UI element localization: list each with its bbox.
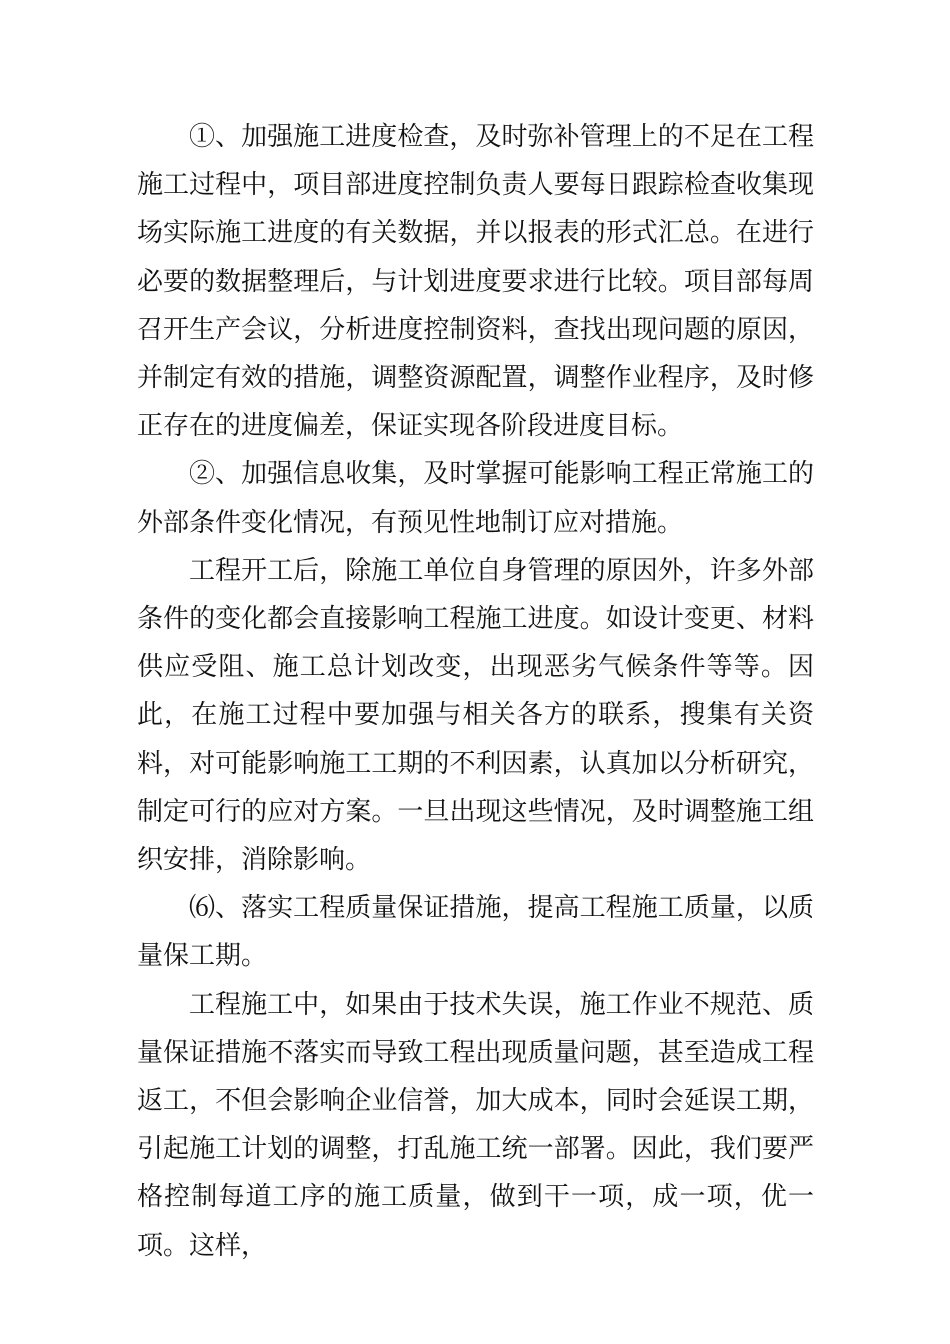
document-body [137, 113, 814, 1270]
paragraph-information-collection: ②、加强信息收集，及时掌握可能影响工程正常施工的外部条件变化情况，有预见性地制订应对措施。 [137, 459, 814, 538]
paragraph-external-conditions: 工程开工后，除施工单位自身管理的原因外，许多外部条件的变化都会直接影响工程施工进度。如设计变更、材料供应受阻、施工总计划改变，出现恶劣气候条件等等。因此，在施工过程中要加强与相关各方的联系，搜集有关资料，对可能影响施工工期的不利因素，认真加以分析研究，制定可行的应对方案。一旦出现这些情况，及时调整施工组织安排，消除影响。 [137, 555, 814, 876]
paragraph-quality-measures: ⑹、落实工程质量保证措施，提高工程施工质量，以质量保工期。 [137, 893, 814, 972]
paragraph-progress-inspection: ①、加强施工进度检查，及时弥补管理上的不足在工程施工过程中，项目部进度控制负责人要每日跟踪检查收集现场实际施工进度的有关数据，并以报表的形式汇总。在进行必要的数据整理后，与计划进度要求进行比较。项目部每周召开生产会议，分析进度控制资料，查找出现问题的原因，并制定有效的措施，调整资源配置，调整作业程序，及时修正存在的进度偏差，保证实现各阶段进度目标。 [137, 122, 814, 442]
paragraph-construction-quality: 工程施工中，如果由于技术失误，施工作业不规范、质量保证措施不落实而导致工程出现质量问题，甚至造成工程返工，不但会影响企业信誉，加大成本，同时会延误工期，引起施工计划的调整，打乱施工统一部署。因此，我们要严格控制每道工序的施工质量，做到干一项，成一项，优一项。这样， [137, 989, 814, 1261]
